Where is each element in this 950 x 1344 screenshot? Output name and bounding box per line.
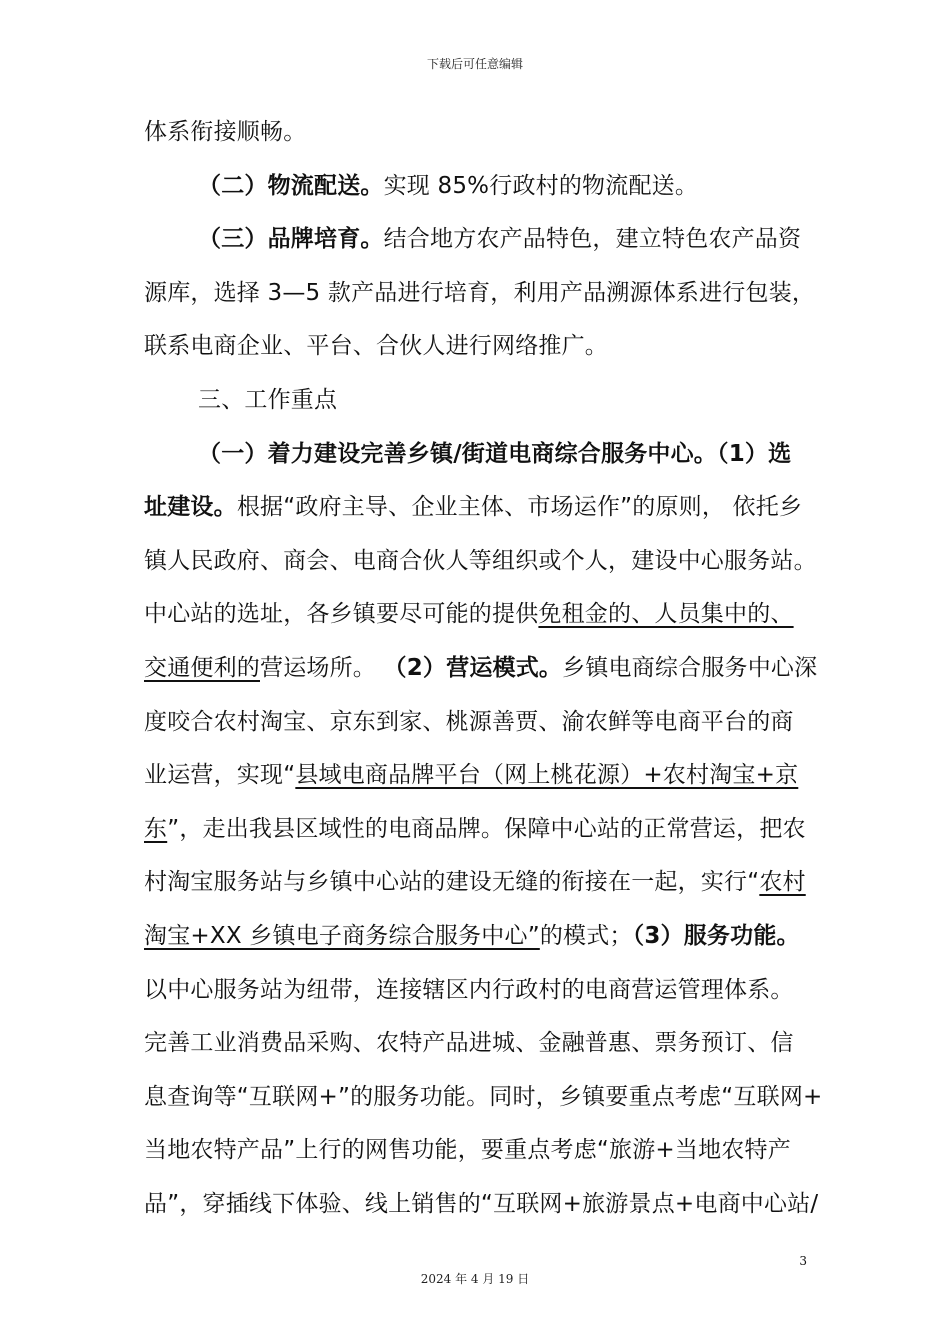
- text-segment: 联系电商企业、平台、合伙人进行网络推广。: [144, 333, 608, 360]
- text-line: [144, 535, 817, 589]
- text-line: [144, 642, 818, 696]
- text-line: [144, 320, 812, 374]
- text-line: [144, 160, 812, 214]
- text-line: [144, 213, 812, 267]
- text-line: [144, 374, 812, 428]
- text-segment: 息查询等“互联网+”的服务功能。同时，乡镇要重点考虑“互联网+: [144, 1083, 823, 1110]
- underlined-segment: 免租金的、人员集中的、: [538, 601, 794, 628]
- text-segment: 营运场所。: [260, 654, 384, 681]
- text-line: [144, 749, 812, 803]
- text-line: [144, 1124, 812, 1178]
- text-segment: 实现 85%行政村的物流配送。: [383, 172, 699, 199]
- bold-heading-segment: 址建设。: [144, 494, 237, 521]
- text-segment: ”，走出我县区域性的电商品牌。保障中心站的正常营运，把农: [167, 815, 806, 842]
- page-number: 3: [799, 1254, 807, 1268]
- text-segment: 度咬合农村淘宝、京东到家、桃源善贾、渝农鲜等电商平台的商: [144, 708, 794, 735]
- underlined-segment: 交通便利的: [144, 654, 260, 681]
- text-segment: 乡镇电商综合服务中心深: [562, 654, 818, 681]
- bold-heading-segment: （三）品牌培育。: [198, 226, 384, 253]
- text-line: [144, 910, 812, 964]
- text-line: [144, 1071, 823, 1125]
- page-footer-date: 2024 年 4 月 19 日: [420, 1272, 530, 1286]
- text-segment: 三、工作重点: [198, 386, 338, 413]
- text-segment: 品”，穿插线下体验、线上销售的“互联网+旅游景点+电商中心站/: [144, 1190, 819, 1217]
- underlined-segment: 东: [144, 815, 168, 842]
- text-line: [144, 803, 812, 857]
- underlined-segment: 农村: [759, 869, 806, 896]
- page-header: 下载后可任意编辑: [426, 57, 523, 71]
- bold-heading-segment: （一）着力建设完善乡镇/街道电商综合服务中心。（1）选: [198, 440, 792, 467]
- text-line: [144, 267, 816, 321]
- text-line: [144, 588, 812, 642]
- body-text: [144, 106, 823, 1231]
- text-line: [144, 696, 812, 750]
- bold-heading-segment: （3）服务功能。: [632, 922, 800, 949]
- text-line: [144, 428, 812, 482]
- text-segment: 完善工业消费品采购、农特产品进城、金融普惠、票务预订、信: [144, 1030, 794, 1057]
- underlined-segment: 淘宝+XX 乡镇电子商务综合服务中心”: [144, 922, 540, 949]
- text-segment: 结合地方农产品特色，建立特色农产品资: [383, 226, 802, 253]
- text-line: [144, 481, 812, 535]
- text-segment: 以中心服务站为纽带，连接辖区内行政村的电商营运管理体系。: [144, 976, 794, 1003]
- text-line: [144, 1017, 812, 1071]
- text-segment: 村淘宝服务站与乡镇中心站的建设无缝的衔接在一起，实行“: [144, 869, 760, 896]
- text-line: [144, 964, 812, 1018]
- text-segment: 体系衔接顺畅。: [144, 119, 307, 145]
- text-line: [144, 106, 812, 160]
- text-segment: 源库，选择 3—5 款产品进行培育，利用产品溯源体系进行包装，: [144, 279, 816, 306]
- text-line: [144, 856, 812, 910]
- text-segment: 当地农特产品”上行的网售功能，要重点考虑“旅游+当地农特产: [144, 1137, 791, 1164]
- text-segment: 的模式；: [539, 922, 633, 949]
- underlined-segment: 县域电商品牌平台（网上桃花源）+农村淘宝+京: [295, 762, 799, 789]
- text-segment: 镇人民政府、商会、电商合伙人等组织或个人，建设中心服务站。: [144, 547, 817, 574]
- bold-heading-segment: （二）物流配送。: [198, 172, 384, 199]
- bold-heading-segment: （2）营运模式。: [383, 654, 563, 681]
- text-segment: 中心站的选址，各乡镇要尽可能的提供: [144, 601, 539, 628]
- text-line: [144, 1178, 819, 1232]
- text-segment: 根据“政府主导、企业主体、市场运作”的原则， 依托乡: [236, 494, 803, 521]
- text-segment: 业运营，实现“: [144, 762, 296, 789]
